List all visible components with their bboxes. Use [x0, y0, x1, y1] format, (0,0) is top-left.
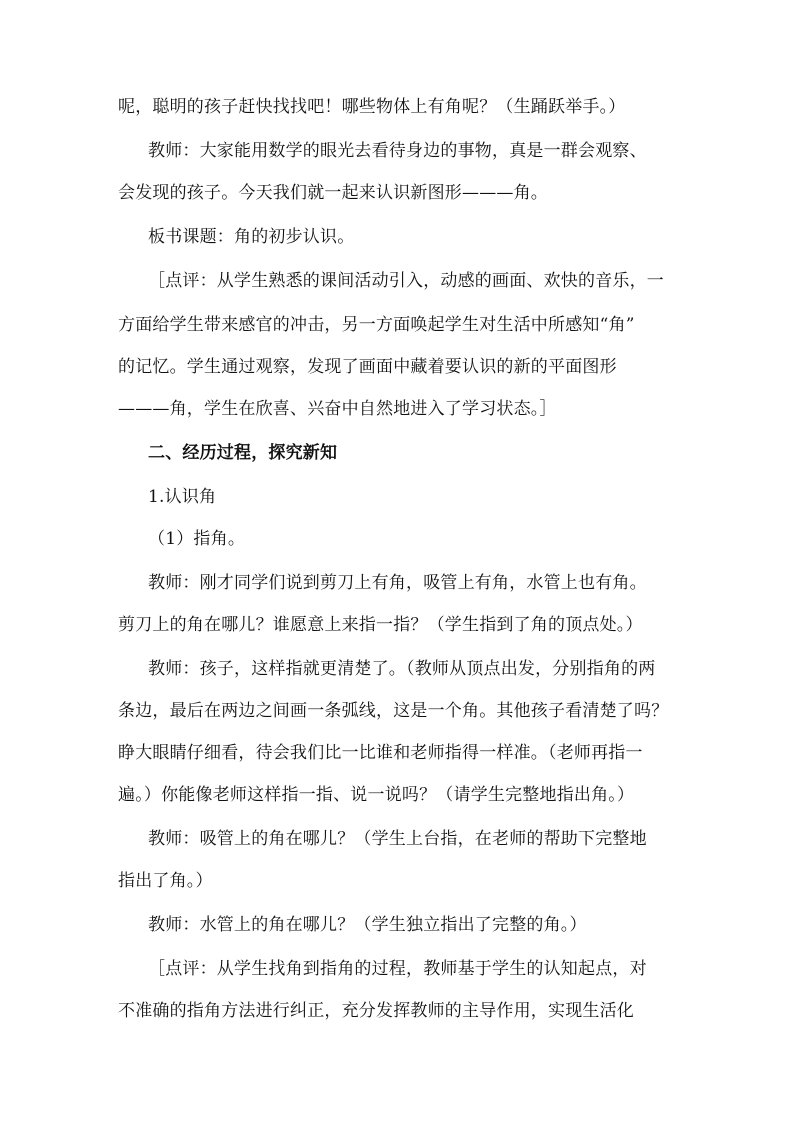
paragraph-line-4: 板书课题：角的初步认识。 [148, 227, 355, 247]
paragraph-line-21: ［点评：从学生找角到指角的过程，教师基于学生的认知起点，对 [148, 959, 647, 979]
paragraph-line-6: 方面给学生带来感官的冲击，另一方面唤起学生对生活中所感知“角” [118, 315, 635, 335]
paragraph-line-22: 不准确的指角方法进行纠正，充分发挥教师的主导作用，实现生活化 [118, 1001, 634, 1021]
subsection-item: （1）指角。 [148, 529, 246, 549]
paragraph-line-12: 教师：刚才同学们说到剪刀上有角，吸管上有角，水管上也有角。 [148, 573, 647, 593]
subsection-heading: 1.认识角 [148, 487, 217, 507]
paragraph-line-2: 教师：大家能用数学的眼光去看待身边的事物，真是一群会观察、 [148, 141, 647, 161]
paragraph-line-15: 条边，最后在两边之间画一条弧线，这是一个角。其他孩子看清楚了吗？ [118, 701, 669, 721]
paragraph-line-14: 教师：孩子，这样指就更清楚了。（教师从顶点出发，分别指角的两 [148, 659, 656, 679]
paragraph-line-20: 教师：水管上的角在哪儿？（学生独立指出了完整的角。） [148, 915, 587, 935]
paragraph-line-19: 指出了角。） [118, 871, 213, 891]
paragraph-line-17: 遍。）你能像老师这样指一指、说一说吗？（请学生完整地指出角。） [118, 785, 635, 805]
section-heading: 二、经历过程，探究新知 [148, 443, 338, 463]
paragraph-line-8: ———角，学生在欣喜、兴奋中自然地进入了学习状态。］ [118, 399, 557, 419]
paragraph-line-5: ［点评：从学生熟悉的课间活动引入，动感的画面、欢快的音乐，一 [148, 271, 664, 291]
paragraph-line-1: 呢，聪明的孩子赶快找找吧！哪些物体上有角呢？（生踊跃举手。） [118, 97, 626, 117]
paragraph-line-18: 教师：吸管上的角在哪儿？（学生上台指，在老师的帮助下完整地 [148, 829, 647, 849]
paragraph-line-7: 的记忆。学生通过观察，发现了画面中藏着要认识的新的平面图形 [118, 357, 617, 377]
paragraph-line-16: 睁大眼睛仔细看，待会我们比一比谁和老师指得一样准。（老师再指一 [118, 743, 643, 763]
paragraph-line-13: 剪刀上的角在哪儿？谁愿意上来指一指？（学生指到了角的顶点处。） [118, 615, 643, 635]
paragraph-line-3: 会发现的孩子。今天我们就一起来认识新图形———角。 [118, 183, 548, 203]
